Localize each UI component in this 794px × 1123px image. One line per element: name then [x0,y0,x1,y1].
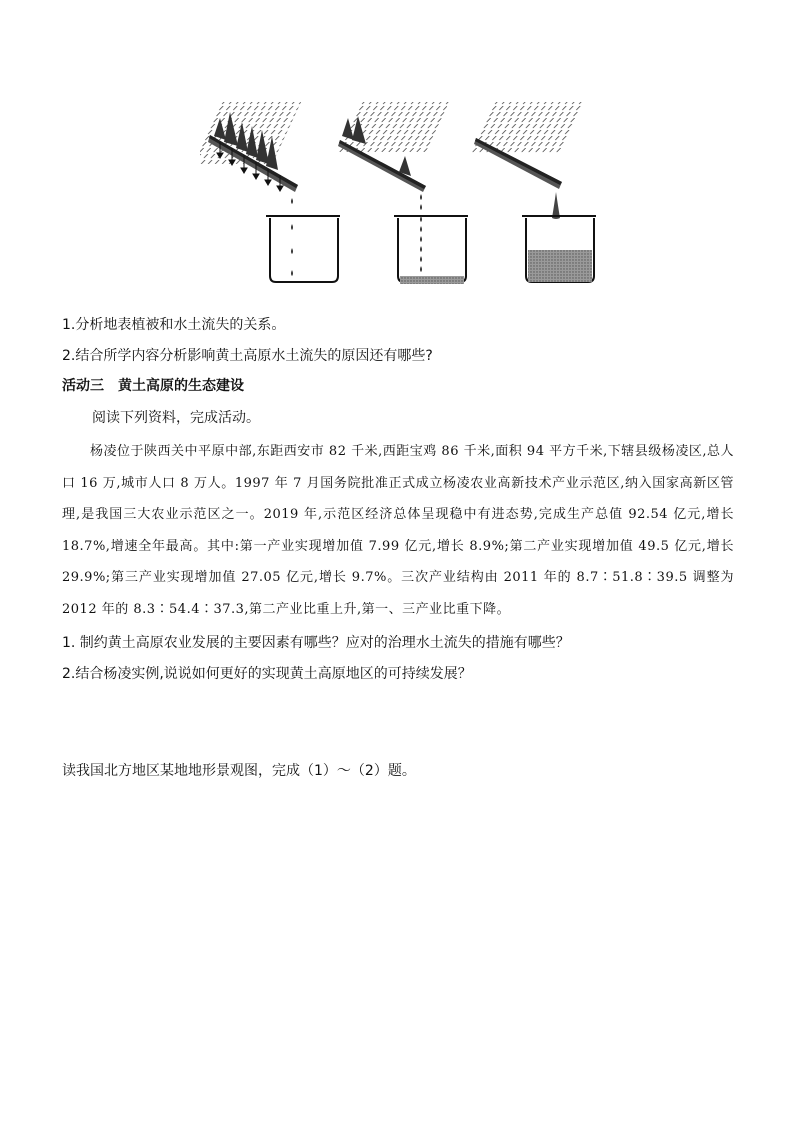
bare-slope [470,102,596,282]
dense-vegetation-slope [200,102,340,282]
question-agriculture-constraints: 1. 制约黄土高原农业发展的主要因素有哪些？应对的治理水土流失的措施有哪些？ [62,635,570,651]
read-prompt: 读我国北方地区某地地形景观图，完成（1）～（2）题。 [62,763,416,779]
question-vegetation-relation: 1.分析地表植被和水土流失的关系。 [62,317,286,333]
question-erosion-causes: 2.结合所学内容分析影响黄土高原水土流失的原因还有哪些? [62,348,433,364]
activity-heading: 活动三 黄土高原的生态建设 [62,378,244,394]
question-sustainable-development: 2.结合杨凌实例,说说如何更好的实现黄土高原地区的可持续发展？ [62,666,472,682]
yangling-passage: 杨凌位于陕西关中平原中部,东距西安市 82 千米,西距宝鸡 86 千米,面积 94 平方千米,下辖县级杨凌区,总人口 16 万,城市人口 8 万人。1997 年 7 月国务院批准正式成立杨凌农业高新技术产业示范区,纳入国家高新区管理,是我国三大农业示范区之一。2019 年,示范区经济总体呈现稳中有进态势,完成生产总值 92.54 亿元,增长 18.7%,增速全年最高。其中:第一产业实现增加值 7.99 亿元,增长 8.9%;第二产业实现增加值 49.5 亿元,增长 29.9%;第三产业实现增加值 27.05 亿元,增长 9.7%。三次产业结构由 2011 年的 8.7∶51.8∶39.5 调整为 2012 年的 8.3∶54.4∶37.3,第二产业比重上升,第一、三产业比重下降。 [62,444,734,617]
activity-intro: 阅读下列资料，完成活动。 [92,410,260,426]
sparse-vegetation-slope [336,102,468,284]
soil-erosion-experiment-figure [200,100,600,305]
